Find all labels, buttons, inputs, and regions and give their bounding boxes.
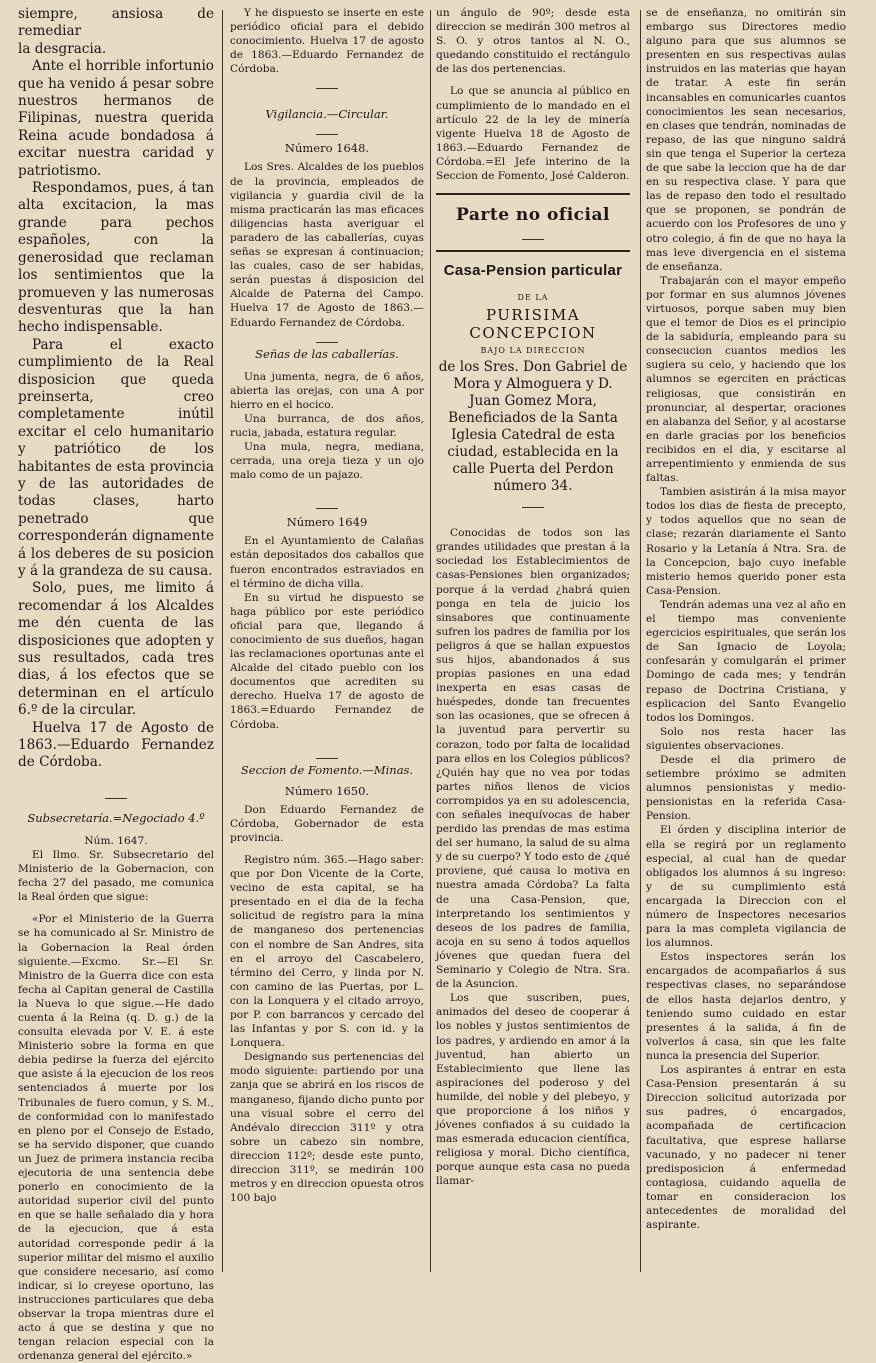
column-4 [646, 6, 846, 1274]
paragraph: En su virtud he dispuesto se haga público por este periódico oficial para que, llegando á conocimiento de sus dueños, hagan las reclamaciones oportunas ante el Alcalde del citado pueblo con los documentos que acrediten su derecho. Huelva 17 de agosto de 1863.=Eduardo Fernandez de Córdoba. [230, 591, 424, 731]
paragraph: un ángulo de 90º; desde esta direccion se medirán 300 metros al S. O. y otros tantos al N. O., quedando constituido el rectángulo de las dos pertenencias. [436, 7, 630, 76]
paragraph: «Por el Ministerio de la Guerra se ha comunicado al Sr. Ministro de la Gobernacion la Real órden siguiente.—Excmo. Sr.—El Sr. Ministro de la Guerra dice con esta fecha al Capitan general de Castilla la Nueva lo que sigue.—He dado cuenta á la Reina (q. D. g.) de la consulta elevada por V. E. á este Ministerio sobre la forma en que debia pedirse la fuerza del ejército que asiste á la ejecucion de los reos sentenciados á muerte por los Tribunales de fuero comun, y S. M., de conformidad con lo manifestado en pleno por el Consejo de Estado, se ha servido disponer, que cuando un Juez de primera instancia reciba ejecutoria de una sentencia debe ponerlo en conocimiento de la autoridad superior civil del punto en que se halle señalado dia y hora de la ejecucion, que á esta autoridad corresponde pedir á la superior militar del mismo el auxilio que considere necesario, así como indicar, si lo creyese oportuno, las instrucciones particulares que deba observar la tropa mientras dure el acto á que se destina y que no tengan relacion especial con la ordenanza general del ejército.» [18, 913, 214, 1363]
paragraph: Tambien asistirán á la misa mayor todos los dias de fiesta de precepto, y todos aquellos que no sean de clase; rezarán diariamente el Santo Rosario y la Letanía á Ntra. Sra. de la Concepcion, bajo cuyo inefable misterio hemos querido poner esta Casa-Pension. [646, 486, 846, 597]
section-divider [436, 250, 630, 252]
paragraph: Desde el dia primero de setiembre próximo se admiten alumnos pensionistas y medio-pensionistas en la referida Casa-Pension. [646, 753, 846, 823]
paragraph: Una burranca, de dos años, rucia, jabada, estatura regular. [230, 412, 424, 439]
directors-line: de los Sres. Don Gabriel de Mora y Almoguera y D. Juan Gomez Mora, Beneficiados de la Santa Iglesia Catedral de esta ciudad, establecida en la calle Puerta del Perdon número 34. [438, 359, 628, 495]
separator [230, 126, 424, 135]
paragraph: Una jumenta, negra, de 6 años, abierta las orejas, con una A por hierro en el hocico. [230, 370, 424, 411]
paragraph: Una mula, negra, mediana, cerrada, una oreja tieza y un ojo malo como de un pajazo. [230, 441, 424, 482]
title-connector: DE LA [517, 293, 549, 303]
article-subtitle: PURISIMA CONCEPCION [469, 306, 597, 343]
separator [230, 750, 424, 759]
column-rule [640, 10, 641, 1272]
paragraph: Los aspirantes á entrar en esta Casa-Pension presentarán á su Direccion solicitud autorizada por sus padres, ó encargados, acompañada de certificacion facultativa, que esprese hallarse vacunado, y no padecer ni tener predisposicion á enfermedad contagiosa, cuidando aquella de tomar en consideracion los antecedentes de moralidad del aspirante. [646, 1064, 846, 1232]
paragraph: Estos inspectores serán los encargados de acompañarlos á sus respectivas clases, no separándose de ellos hasta dejarlos dentro, y teniendo sumo cuidado en estar presentes á la salida, á fin de volverlos á casa, sin que les falte nunca la presencia del Superior. [646, 951, 846, 1062]
paragraph: El Ilmo. Sr. Subsecretario del Ministerio de la Gobernacion, con fecha 27 del pasado, me comunica la Real órden que sigue: [18, 848, 214, 904]
article-title: Casa-Pension particular [443, 262, 623, 280]
column-rule [222, 10, 223, 1272]
paragraph: Lo que se anuncia al público en cumplimiento de lo mandado en el artículo 22 de la ley de minería vigente Huelva 18 de Agosto de 1863.—Eduardo Fernandez de Córdoba.=El Jefe interino de la Seccion de Fomento, José Calderon. [436, 85, 630, 183]
paragraph: Ante el horrible infortunio que ha venido á pesar sobre nuestros hermanos de Filipinas, nuestra querida Reina acude bondadosa á excitar nuestra caridad y patriotismo. [18, 58, 214, 179]
separator [230, 334, 424, 343]
intro-line: la desgracia. [18, 40, 107, 57]
section-heading: Vigilancia.—Circular. [265, 107, 389, 122]
separator [436, 499, 630, 508]
item-number: Número 1650. [284, 783, 370, 798]
signature: Huelva 17 de Agosto de 1863.—Eduardo Fernandez de Córdoba. [18, 719, 214, 771]
section-divider [436, 193, 630, 195]
paragraph: Los que suscriben, pues, animados del deseo de cooperar á los nobles y justos sentimientos de los padres, y ardiendo en amor á la juventud, han abierto un Establecimiento que llene las aspiraciones del poderoso y del humilde, del noble y del plebeyo, y que proporcione á los niños y jóvenes confiados á su cuidado la mas esmerada educacion científica, religiosa y moral. Dicho científica, porque aunque esta casa no pueda llamar- [436, 992, 630, 1188]
separator [230, 80, 424, 89]
paragraph: Para el exacto cumplimiento de la Real disposicion que queda preinserta, creo completamente inútil excitar el celo humanitario y patriótico de los habitantes de esta provincia y de las autoridades de todas clases, harto penetrado que corresponderán dignamente á los deberes de su posicion y á la grandeza de su causa. [18, 336, 214, 579]
paragraph: Registro núm. 365.—Hago saber: que por Don Vicente de la Corte, vecino de esta capital, se ha presentado en el dia de la fecha solicitud de registro para la mina de manganeso dos pertenencias con el nombre de San Andres, sita en el arroyo del Cascabelero, término del Cerro, y linda por N. con camino de las Puertas, por L. con la Lonquera y el citado arroyo, por P. con barrancos y cercado del las Infantas y por S. con id. y la Lonquera. [230, 853, 424, 1050]
column-rule [430, 10, 431, 1272]
column-2 [230, 6, 424, 1274]
title-connector: BAJO LA DIRECCION [480, 346, 586, 356]
section-heading: Subsecretaría.=Negociado 4.º [27, 810, 205, 825]
intro-line: siempre, ansiosa de remediar [18, 6, 214, 40]
section-heading: Seccion de Fomento.—Minas. [240, 762, 414, 777]
section-heading: Señas de las caballerías. [255, 346, 399, 361]
paragraph: se de enseñanza, no omitirán sin embargo sus Directores medio alguno para que sus alumnos se presenten en sus respectivas aulas instruidos en las materias que hayan de tratar. A este fin serán incansables en comunicarles cuantos conocimientos les sean necesarios, en clases que tendrán, nominadas de repaso, de las que ninguno saldrá sin que tenga el Superior la certeza de que sabe la leccion que ha de dar en su respectiva clase. Y para que las de repaso den todo el resultado que se proponen, se pondrán de acuerdo con los Profesores de uno y otro colegio, á fin de que no haya la mas leve divergencia en el sistema de enseñanza. [646, 7, 846, 273]
paragraph: Solo, pues, me limito á recomendar á los Alcaldes me dén cuenta de las disposiciones que adopten y sus resultados, cada tres dias, á los efectos que se determinan en el artículo 6.º de la circular. [18, 580, 214, 719]
paragraph: Designando sus pertenencias del modo siguiente: partiendo por una zanja que se abrirá en los riscos de manganeso, fijando dicho punto por una visual sobre el cerro del Andévalo direccion 311º y otra sobre un cabezo sin nombre, direccion 112º; desde este punto, direccion 311º, se medirán 100 metros y en direccion opuesta otros 100 bajo [230, 1051, 424, 1205]
paragraph: El órden y disciplina interior de ella se regirá por un reglamento especial, al cual han de quedar obligados los alumnos á su ingreso: y de su cumplimiento está encargada la Direccion con el número de Inspectores necesarios para la mas completa vigilancia de los alumnos. [646, 824, 846, 950]
separator [436, 231, 630, 240]
separator [18, 790, 214, 799]
paragraph: Y he dispuesto se inserte en este periódico oficial para el debido conocimiento. Huelva 17 de agosto de 1863.—Eduardo Fernandez de Córdoba. [230, 7, 424, 76]
paragraph: Los Sres. Alcaldes de los pueblos de la provincia, empleados de vigilancia y guardia civil de la misma practicarán las mas eficaces diligencias hasta averiguar el paradero de las caballerías, cuyas señas se expresan á continuacion; las cuales, caso de ser habidas, serán puestas á disposicion del Alcalde de Paterna del Campo. Huelva 17 de Agosto de 1863.—Eduardo Fernandez de Córdoba. [230, 161, 424, 329]
section-title: Parte no oficial [456, 205, 610, 226]
paragraph: En el Ayuntamiento de Calañas están depositados dos caballos que fueron encontrados estraviados en el término de dicha villa. [230, 535, 424, 590]
column-1 [18, 6, 214, 1363]
paragraph: Don Eduardo Fernandez de Córdoba, Gobernador de esta provincia. [230, 803, 424, 844]
paragraph: Tendrán ademas una vez al año en el tiempo mas conveniente egercicios espirituales, que serán los de San Ignacio de Loyola; confesarán y comulgarán el primer Domingo de cada mes; y tendrán repaso de Doctrina Cristiana, y esplicacion del Santo Evangelio todos los Domingos. [646, 598, 846, 724]
column-3 [436, 6, 630, 1274]
paragraph: Solo nos resta hacer las siguientes observaciones. [646, 725, 846, 752]
item-number: Núm. 1647. [84, 834, 148, 847]
paragraph: Trabajarán con el mayor empeño por formar en sus alumnos jóvenes virtuosos, porque saben muy bien que el temor de Dios es el principio de la sabiduría, empleando para su consecucion cuantos medios les sugiera su celo, y haciendo que los alumnos se egerciten en prácticas religiosas, que consistirán en pronunciar, al despertar, oraciones en alabanza del Señor, y al acostarse en darle gracias por los beneficios recibidos en el dia, y escitarse al arrepentimiento y enmienda de sus faltas. [646, 274, 846, 485]
separator [230, 500, 424, 509]
item-number: Número 1649 [286, 515, 368, 530]
paragraph: Respondamos, pues, á tan alta excitacion, la mas grande para pechos españoles, con la generosidad que reclaman los sentimientos que la promueven y las numerosas desventuras que la han hecho indispensable. [18, 180, 214, 336]
item-number: Número 1648. [284, 141, 370, 156]
paragraph: Conocidas de todos son las grandes utilidades que prestan á la sociedad los Establecimientos de casas-Pensiones bien organizados; porque á la verdad ¿habrá quien ponga en tela de juicio los sinsabores que continuamente sufren los padres de familia por los peligros á que se hallan expuestos sus hijos, abandonados á sus propias pasiones en una edad inexperta en esas casas de huéspedes, donde tan frecuentes son las ocasiones, que se ofrecen á la juventud para pervertir su corazon, todo por falta de localidad para ellos en los Colegios públicos? ¿Quién hay que no vea por todas partes niños llenos de vicios corrompidos ya en su adolescencia, con señales inequívocas de haber perdido las prendas de mas estima del ser humano, la salud de su alma y de su cuerpo? Y todo esto de ¿qué proviene, qué causa lo motiva en nuestra amada Córdoba? La falta de una Casa-Pension, que, interpretando los sentimientos y deseos de los padres de familia, acoja en su seno á todos aquellos jóvenes que quedan fuera del Seminario y Colegio de Ntra. Sra. de la Asuncion. [436, 527, 630, 991]
